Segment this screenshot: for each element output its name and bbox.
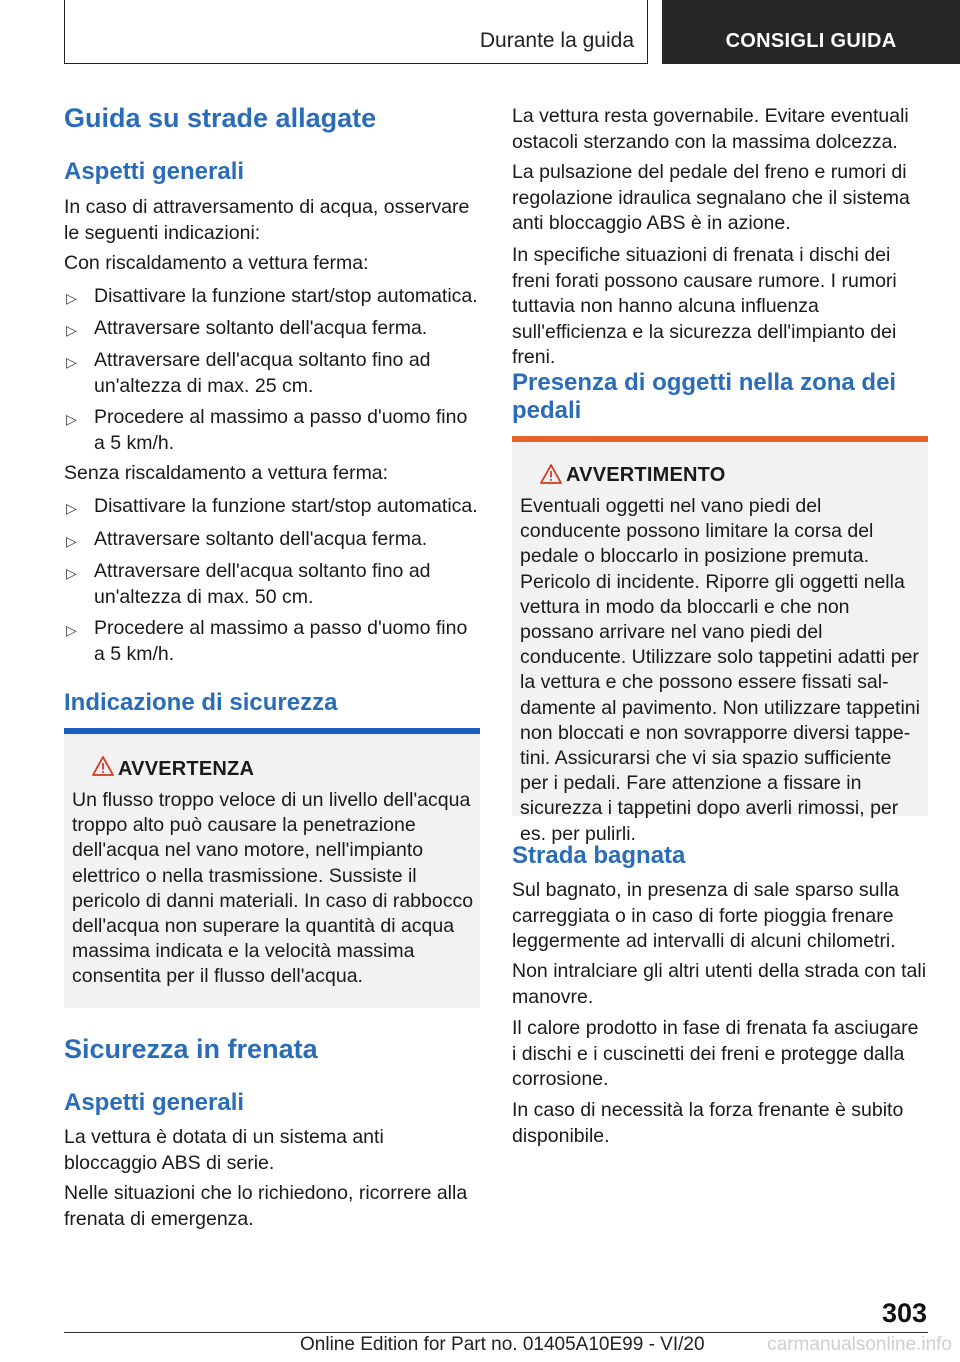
- subheading-general-2: Aspetti generali: [64, 1089, 245, 1116]
- paragraph-with-heating: Con riscaldamento a vettura ferma:: [64, 252, 369, 274]
- heading-braking-safety: Sicurezza in frenata: [64, 1034, 318, 1064]
- paragraph-heat-drying: Il calore prodotto in fase di frenata fa asciugare i dischi e i cuscinetti dei freni e protegge dalla corrosione.: [512, 1017, 919, 1090]
- header-chapter-tab: CONSIGLI GUIDA: [662, 0, 960, 64]
- triangle-bullet-icon: ▷: [66, 622, 77, 638]
- list-item: ▷ Procedere al massimo a passo d'uomo fino a 5 km/h.: [66, 406, 468, 454]
- list-item: ▷ Disattivare la funzione start/stop automatica.: [64, 494, 480, 520]
- list-item: ▷ Attraversare soltanto dell'acqua ferma.: [64, 527, 480, 553]
- list-item: ▷ Disattivare la funzione start/stop automatica.: [64, 284, 480, 310]
- triangle-bullet-icon: ▷: [66, 565, 77, 581]
- triangle-bullet-icon: ▷: [66, 290, 77, 306]
- paragraph-pulsation: La pulsazione del pedale del freno e rumori di regolazione idraulica segnalano che il sistema anti bloccaggio ABS è in azione.: [512, 161, 910, 234]
- note-title: AVVERTENZA: [118, 758, 255, 780]
- paragraph-steerable: La vettura resta governabile. Evitare eventuali ostacoli sterzando con la massima dolcezza.: [512, 105, 909, 153]
- paragraph-abs: La vettura è dotata di un sistema anti bloccaggio ABS di serie.: [64, 1126, 384, 1174]
- warning-box-water: [64, 728, 480, 1008]
- subheading-pedal-objects: Presenza di oggetti nella zona dei pedali: [512, 369, 897, 424]
- header-section-title: Durante la guida: [479, 29, 634, 52]
- note-text: Eventuali oggetti nel vano piedi del conducente possono limitare la corsa del pedale o bloccarlo in posizione premuta. Pericolo di incidente. Riporre gli oggetti nella vettura in modo da bloccarli e che non possano arrivare nel vano piedi del conducente. Utilizzare solo tappetini adatti per la vettura e che possono essere fissati saldamente al pavimento. Non utilizzare tappetini non bloccati e non sovrapporre diversi tappetini. Assicurarsi che vi sia spazio sufficiente per i pedali. Fare attenzione a fissare in sicurezza i tappetini dopo averli rimossi, per es. per pulirli.: [520, 495, 920, 845]
- subheading-safety-note: Indicazione di sicurezza: [64, 689, 338, 716]
- subheading-general-1: Aspetti generali: [64, 158, 245, 185]
- triangle-bullet-icon: ▷: [66, 354, 77, 370]
- note-bar: [64, 728, 480, 734]
- subheading-wet-road: Strada bagnata: [512, 842, 686, 869]
- list-item: ▷ Procedere al massimo a passo d'uomo fino a 5 km/h.: [66, 617, 468, 665]
- paragraph-braking-force: In caso di necessità la forza frenante è subito disponibile.: [512, 1099, 904, 1147]
- paragraph-intro: In caso di attraversamento di acqua, osservare le seguenti indicazioni:: [64, 196, 470, 244]
- note-bar: [512, 436, 928, 442]
- triangle-bullet-icon: ▷: [66, 500, 77, 516]
- note-text: Un flusso troppo veloce di un livello dell'acqua troppo alto può causare la penetrazione dell'acqua nel vano motore, nell'impianto elettrico o nella trasmissione. Sussiste il pericolo di danni materiali. In caso di rabbocco dell'acqua non superare la quantità di acqua massima indicata e la velocità massima consentita per il flusso dell'acqua.: [72, 789, 474, 988]
- paragraph-discs-noise: In specifiche situazioni di frenata i dischi dei freni forati possono causare rumore. I rumori tuttavia non hanno alcuna influenza sull'efficienza e la sicurezza dell'impianto dei freni.: [512, 244, 897, 368]
- warning-triangle-icon: [540, 464, 562, 484]
- page-number: 303: [881, 1298, 927, 1328]
- warning-triangle-icon: [92, 756, 114, 776]
- list-item: ▷ Attraversare dell'acqua soltanto fino ad un'altezza di max. 50 cm.: [66, 560, 431, 608]
- watermark: carmanualsonline.info: [767, 1334, 952, 1355]
- footer-divider: [64, 1332, 928, 1333]
- triangle-bullet-icon: ▷: [66, 533, 77, 549]
- paragraph-without-heating: Senza riscaldamento a vettura ferma:: [64, 462, 389, 484]
- triangle-bullet-icon: ▷: [66, 322, 77, 338]
- paragraph-emergency: Nelle situazioni che lo richiedono, ricorrere alla frenata di emergenza.: [64, 1182, 468, 1230]
- paragraph-other-users: Non intralciare gli altri utenti della strada con tali manovre.: [512, 960, 927, 1008]
- warning-box-pedals: [512, 436, 928, 845]
- heading-flooded-roads: Guida su strade allagate: [64, 103, 377, 133]
- list-item: ▷ Attraversare soltanto dell'acqua ferma.: [64, 316, 480, 342]
- footer-edition: Online Edition for Part no. 01405A10E99 - VI/20: [300, 1334, 705, 1355]
- list-item: ▷ Attraversare dell'acqua soltanto fino ad un'altezza di max. 25 cm.: [66, 349, 431, 397]
- triangle-bullet-icon: ▷: [66, 411, 77, 427]
- note-title: AVVERTIMENTO: [566, 464, 726, 486]
- paragraph-wet-braking: Sul bagnato, in presenza di sale sparso sulla carreggiata o in caso di forte pioggia frenare leggermente ad intervalli di alcuni chilometri.: [512, 879, 899, 952]
